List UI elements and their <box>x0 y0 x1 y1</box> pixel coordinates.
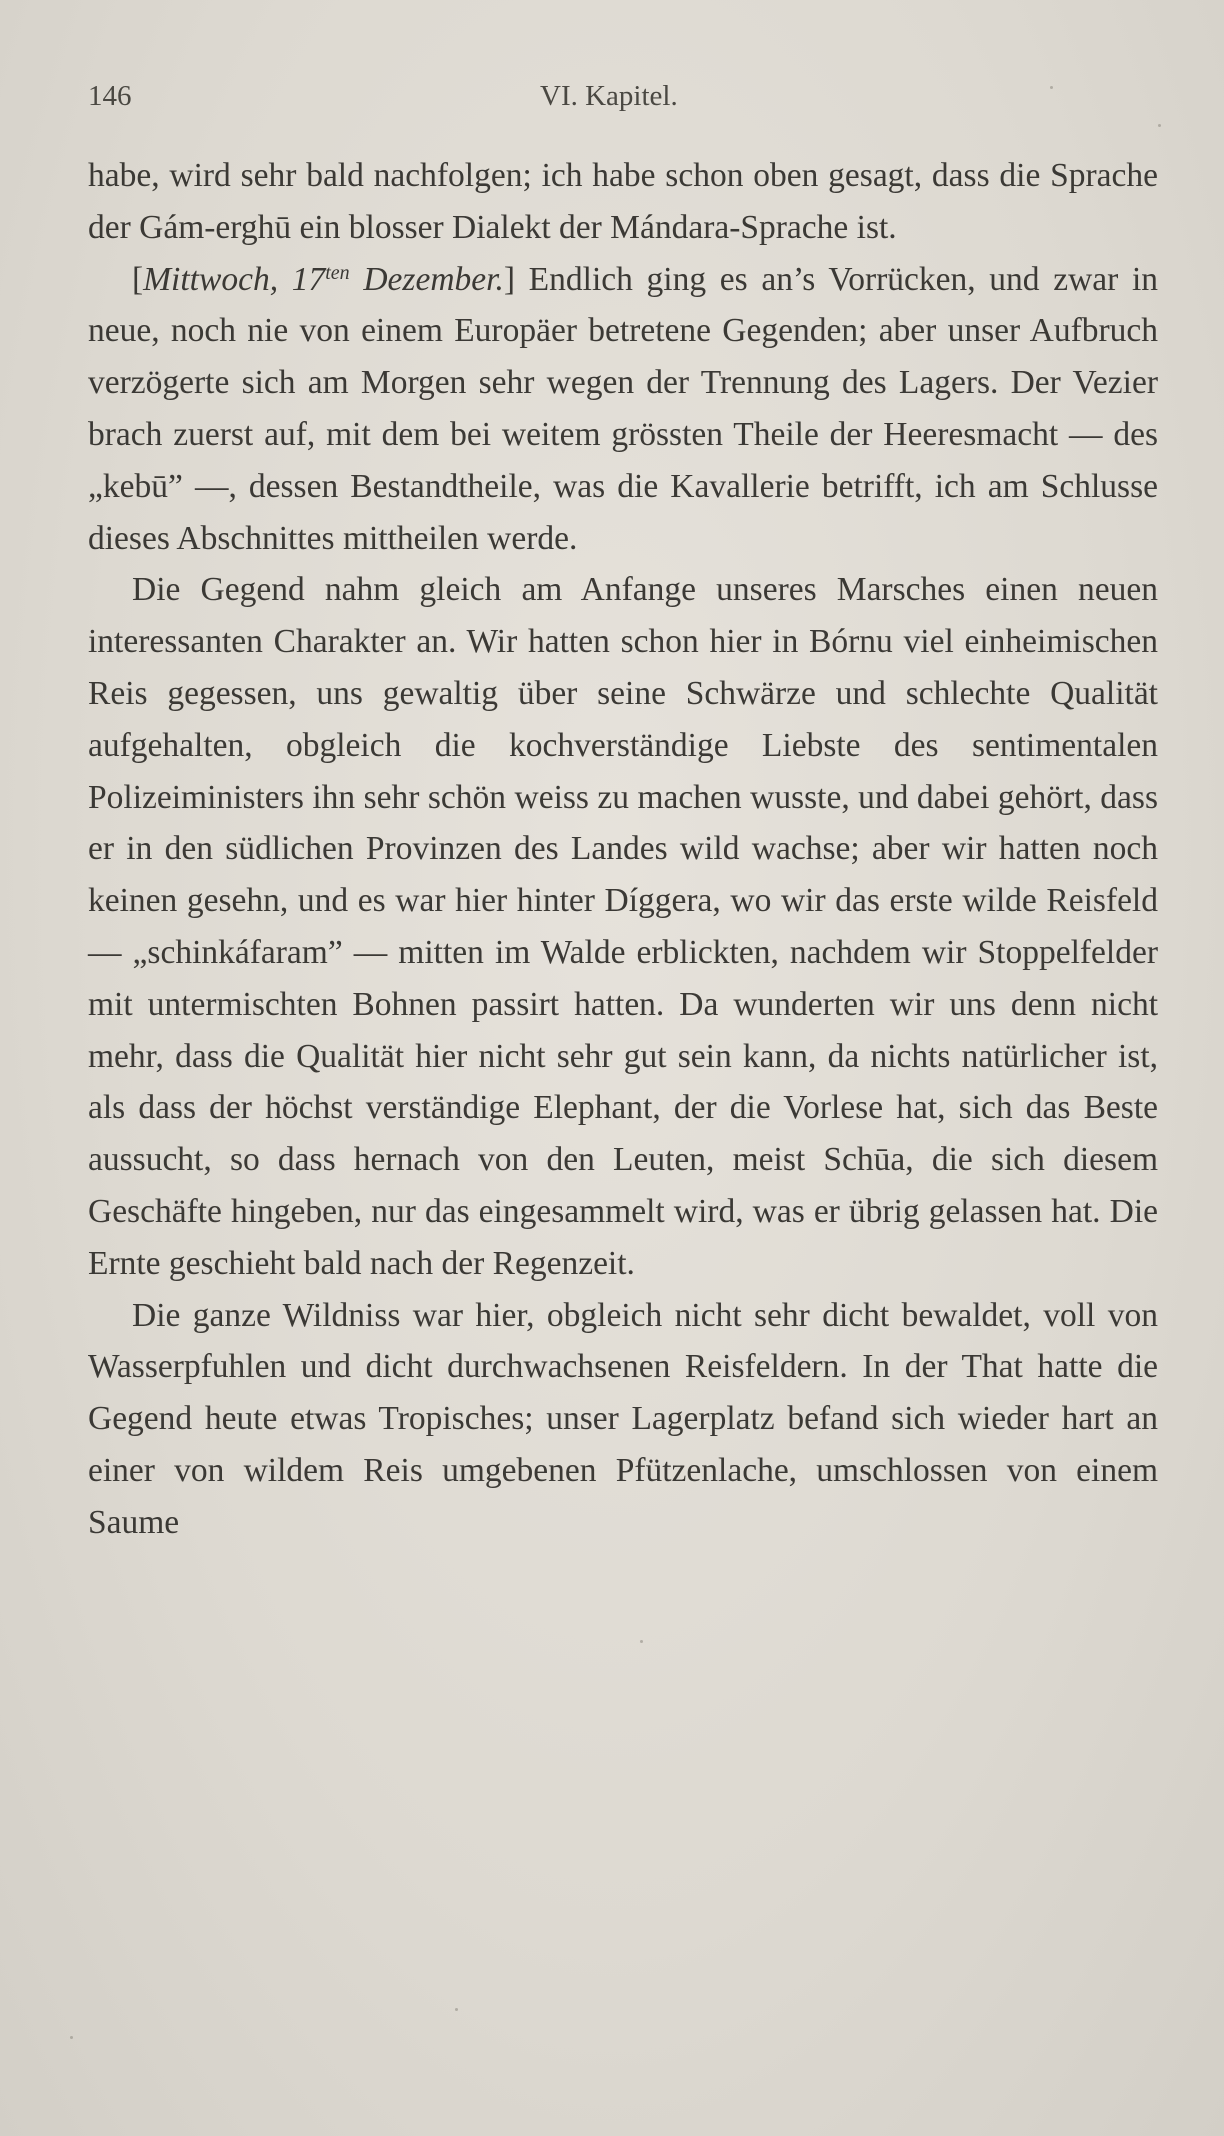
paper-speck <box>1158 124 1161 127</box>
date-ordinal-suffix: ten <box>325 261 350 284</box>
body-text <box>88 150 1158 1549</box>
running-head <box>88 80 1158 124</box>
paper-speck <box>640 1640 643 1643</box>
date-month: Dezember. <box>363 260 504 298</box>
paragraph-4: Die ganze Wildniss war hier, obgleich nicht sehr dicht bewaldet, voll von Wasserpfuhlen und dicht durchwachsenen Reisfeldern. In der That hatte die Gegend heute etwas Tropisches; unser Lagerplatz befand sich wieder hart an einer von wildem Reis umgebenen Pfützenlache, umschlossen von einem Saume <box>88 1296 1158 1541</box>
paragraph-2-text: Endlich ging es an’s Vorrücken, und zwar in neue, noch nie von einem Europäer betretene Gegenden; aber unser Aufbruch verzögerte sich am Morgen sehr wegen der Trennung des Lagers. Der Vezier brach zuerst auf, mit dem bei weitem grössten Theile der Heeresmacht — des „kebū” —, dessen Bestandtheile, was die Kavallerie betrifft, ich am Schlusse dieses Abschnittes mittheilen werde. <box>88 260 1159 557</box>
paragraph-3: Die Gegend nahm gleich am Anfange unseres Marsches einen neuen interessanten Charakter an. Wir hatten schon hier in Bórnu viel einheimischen Reis gegessen, uns gewaltig über seine Schwärze und schlechte Qualität aufgehalten, obgleich die kochverständige Liebste des sentimentalen Polizeiministers ihn sehr schön weiss zu machen wusste, und dabei gehört, dass er in den südlichen Provinzen des Landes wild wachse; aber wir hatten noch keinen gesehn, und es war hier hinter Díggera, wo wir das erste wilde Reisfeld — „schinkáfaram” — mitten im Walde erblickten, nachdem wir Stoppelfelder mit untermischten Bohnen passirt hatten. Da wunderten wir uns denn nicht mehr, dass die Qualität hier nicht sehr gut sein kann, da nichts natürlicher ist, als dass der höchst verständige Elephant, der die Vorlese hat, sich das Beste aussucht, so dass hernach von den Leuten, meist Schūa, die sich diesem Geschäfte hingeben, nur das eingesammelt wird, was er übrig gelassen hat. Die Ernte geschieht bald nach der Regenzeit. <box>88 571 1158 1282</box>
date-bracket-open: [ <box>132 260 144 298</box>
chapter-title: VI. Kapitel. <box>540 80 678 112</box>
paragraph-2 <box>88 254 1158 565</box>
paper-speck <box>455 2008 458 2011</box>
page-number: 146 <box>88 80 132 112</box>
date-bracket-close: ] <box>503 260 515 298</box>
date-day: 17 <box>291 260 326 298</box>
date-weekday: Mittwoch, <box>143 260 279 298</box>
paper-speck <box>1050 86 1053 89</box>
paragraph-1: habe, wird sehr bald nachfolgen; ich habe schon oben gesagt, dass die Sprache der Gám-erghū ein blosser Dialekt der Mándara-Sprache ist. <box>88 157 1158 246</box>
paper-speck <box>70 2036 73 2039</box>
